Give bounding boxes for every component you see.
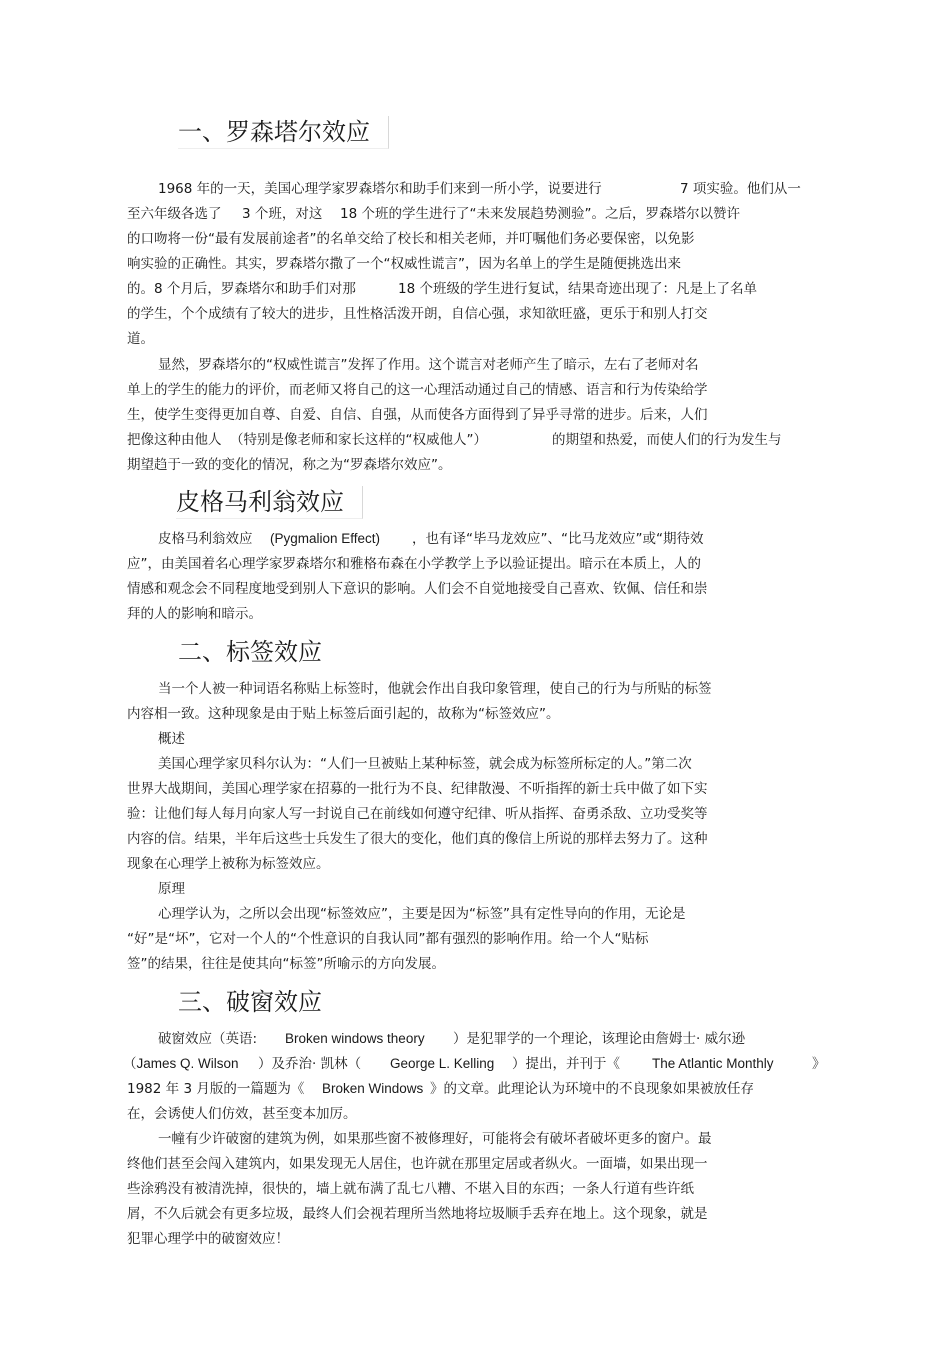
subheading-overview: 概述 <box>158 731 185 747</box>
text-line: 些涂鸦没有被清洗掉，很快的，墙上就布满了乱七八糟、不堪入目的东西；一条人行道有些许纸 <box>127 1181 694 1197</box>
text-line: “好”是“坏”，它对一个人的“个性意识的自我认同”都有强烈的影响作用。给一个人“贴标 <box>127 931 649 947</box>
text-line: (Pygmalion Effect) <box>270 531 381 546</box>
text-line: 》的文章。此理论认为环境中的不良现象如果被放任存 <box>430 1081 754 1097</box>
text-line: The Atlantic Monthly <box>652 1056 774 1071</box>
text-line: 单上的学生的能力的评价，而老师又将自己的这一心理活动通过自己的情感、语言和行为传染给学 <box>127 382 708 398</box>
section-heading-pygmalion: 皮格马利翁效应 <box>176 486 363 519</box>
section-heading-rosenthal: 一、罗森塔尔效应 <box>178 116 389 149</box>
text-line: 3 个班，对这 <box>242 206 323 222</box>
text-line: George L. Kelling <box>390 1056 495 1071</box>
text-line: 至六年级各选了 <box>127 206 222 222</box>
text-line: 的学生，个个成绩有了较大的进步，且性格活泼开朗，自信心强，求知欲旺盛，更乐于和别人打交 <box>127 306 708 322</box>
text-line: ，也有译“毕马龙效应”、“比马龙效应”或“期待效 <box>412 531 704 547</box>
text-line: 在，会诱使人们仿效，甚至变本加厉。 <box>127 1106 357 1122</box>
text-line: ）及乔治· 凯林（ <box>258 1056 362 1072</box>
text-line: 的。8 个月后，罗森塔尔和助手们对那 <box>127 281 356 297</box>
text-line: 响实验的正确性。其实，罗森塔尔撒了一个“权威性谎言”，因为名单上的学生是随便挑选出来 <box>127 256 681 272</box>
text-line: 屑，不久后就会有更多垃圾，最终人们会视若理所当然地将垃圾顺手丢弃在地上。这个现象，就是 <box>127 1206 708 1222</box>
text-line: 的口吻将一份“最有发展前途者”的名单交给了校长和相关老师，并叮嘱他们务必要保密，以免影 <box>127 231 695 247</box>
text-line: 生，使学生变得更加自尊、自爱、自信、自强，从而使各方面得到了异乎寻常的进步。后来，人们 <box>127 407 708 423</box>
subheading-principle: 原理 <box>158 881 185 897</box>
text-line: ）是犯罪学的一个理论，该理论由詹姆士· 威尔逊 <box>453 1031 746 1047</box>
text-line: 美国心理学家贝科尔认为：“人们一旦被贴上某种标签，就会成为标签所标定的人。”第二次 <box>158 756 692 772</box>
text-line: 情感和观念会不同程度地受到别人下意识的影响。人们会不自觉地接受自己喜欢、钦佩、信任和崇 <box>127 581 708 597</box>
text-line: 1982 年 3 月版的一篇题为《 <box>127 1081 305 1097</box>
text-line: 应”，由美国着名心理学家罗森塔尔和雅格布森在小学教学上予以验证提出。暗示在本质上，人的 <box>127 556 701 572</box>
text-line: 道。 <box>127 331 154 347</box>
text-line: 当一个人被一种词语名称贴上标签时，他就会作出自我印象管理，使自己的行为与所贴的标签 <box>158 681 712 697</box>
text-line: 18 个班的学生进行了“未来发展趋势测验”。之后，罗森塔尔以赞许 <box>340 206 740 222</box>
text-line: 1968 年的一天，美国心理学家罗森塔尔和助手们来到一所小学，说要进行 <box>158 181 602 197</box>
text-line: Broken windows theory <box>285 1031 425 1046</box>
text-line: （特别是像老师和家长这样的“权威他人”） <box>230 432 487 448</box>
text-line: （James Q. Wilson <box>123 1056 239 1071</box>
text-line: 内容相一致。这种现象是由于贴上标签后面引起的，故称为“标签效应”。 <box>127 706 560 722</box>
text-line: 验：让他们每人每月向家人写一封说自己在前线如何遵守纪律、听从指挥、奋勇杀敌、立功受奖等 <box>127 806 708 822</box>
text-line: 期望趋于一致的变化的情况，称之为“罗森塔尔效应”。 <box>127 457 452 473</box>
text-line: 7 项实验。他们从一 <box>680 181 801 197</box>
text-line: 现象在心理学上被称为标签效应。 <box>127 856 330 872</box>
text-line: 内容的信。结果，半年后这些士兵发生了很大的变化，他们真的像信上所说的那样去努力了。这种 <box>127 831 708 847</box>
section-heading-label-effect: 二、标签效应 <box>178 638 322 666</box>
text-line: 犯罪心理学中的破窗效应！ <box>127 1231 289 1247</box>
text-line: 世界大战期间，美国心理学家在招募的一批行为不良、纪律散漫、不听指挥的新士兵中做了如下实 <box>127 781 708 797</box>
section-heading-broken-windows: 三、破窗效应 <box>178 988 322 1016</box>
text-line: 破窗效应（英语: <box>158 1031 258 1047</box>
text-line: 签”的结果，往往是使其向“标签”所喻示的方向发展。 <box>127 956 445 972</box>
text-line: 心理学认为，之所以会出现“标签效应”，主要是因为“标签”具有定性导向的作用，无论是 <box>158 906 686 922</box>
text-line: 的期望和热爱，而使人们的行为发生与 <box>552 432 782 448</box>
text-line: 终他们甚至会闯入建筑内，如果发现无人居住，也许就在那里定居或者纵火。一面墙，如果出现一 <box>127 1156 708 1172</box>
text-line: 18 个班级的学生进行复试，结果奇迹出现了：凡是上了名单 <box>398 281 757 297</box>
text-line: 一幢有少许破窗的建筑为例，如果那些窗不被修理好，可能将会有破坏者破坏更多的窗户。最 <box>158 1131 712 1147</box>
text-line: 把像这种由他人 <box>127 432 222 448</box>
text-line: 》 <box>812 1056 826 1072</box>
text-line: ）提出，并刊于《 <box>512 1056 620 1072</box>
text-line: Broken Windows <box>322 1081 424 1096</box>
text-line: 皮格马利翁效应 <box>158 531 253 547</box>
text-line: 显然，罗森塔尔的“权威性谎言”发挥了作用。这个谎言对老师产生了暗示，左右了老师对名 <box>158 357 699 373</box>
text-line: 拜的人的影响和暗示。 <box>127 606 262 622</box>
